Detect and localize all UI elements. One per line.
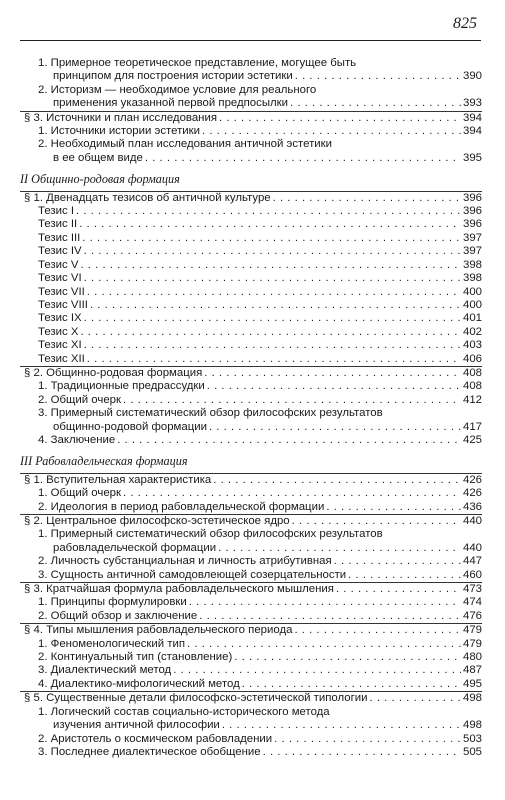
- entry-page: 425: [462, 433, 482, 446]
- toc-subsection-entry[interactable]: [20, 326, 482, 339]
- entry-title: 1. Принципы формулировки: [38, 596, 187, 609]
- toc-subsection-entry[interactable]: [20, 312, 482, 325]
- entry-title: 2. Общий очерк: [38, 393, 121, 406]
- entry-title: 2. Личность субстанциальная и личность атрибутивная: [38, 555, 332, 568]
- entry-page: 412: [462, 393, 482, 406]
- entry-title: § 4. Типы мышления рабовладельческого периода: [24, 624, 293, 637]
- toc-subsection-entry[interactable]: [20, 528, 482, 555]
- entry-page: 417: [462, 420, 482, 433]
- entry-title: 1. Феноменологический тип: [38, 637, 186, 650]
- leader-dots: [79, 218, 461, 231]
- leader-dots: [242, 678, 461, 691]
- toc-subsection-entry[interactable]: [20, 706, 482, 733]
- toc-section-entry[interactable]: [20, 515, 482, 528]
- toc-subsection-entry[interactable]: [20, 232, 482, 245]
- entry-page: 396: [462, 218, 482, 231]
- leader-dots: [292, 515, 461, 528]
- entry-title: § 2. Центральное философско-эстетическое ядро: [24, 515, 290, 527]
- entry-page: 498: [462, 719, 482, 732]
- entry-page: 426: [462, 487, 482, 500]
- toc-section-entry[interactable]: [20, 367, 482, 380]
- toc-subsection-entry[interactable]: [20, 664, 482, 677]
- entry-title: 1. Общий очерк: [38, 487, 121, 500]
- entry-title: 1. Примерное теоретическое представление, могущее быть: [38, 57, 357, 69]
- toc-section-entry[interactable]: [20, 474, 482, 487]
- entry-title: 4. Заключение: [38, 433, 116, 446]
- entry-title: 2. Необходимый план исследования античной эстетики: [38, 138, 332, 151]
- entry-title-continuation: общинно-родовой формации: [53, 420, 207, 433]
- toc-section-entry[interactable]: [20, 192, 482, 205]
- entry-page: 406: [462, 352, 482, 365]
- entry-title: Тезис XII: [38, 352, 85, 365]
- entry-title: 2. Историзм — необходимое условие для реального: [38, 83, 317, 96]
- leader-dots: [222, 719, 461, 732]
- entry-page: 402: [462, 325, 482, 338]
- toc-subsection-entry[interactable]: [20, 487, 482, 500]
- leader-dots: [263, 746, 461, 759]
- entry-title: 3. Последнее диалектическое обобщение: [38, 745, 261, 758]
- toc-subsection-entry[interactable]: [20, 678, 482, 691]
- toc-subsection-entry[interactable]: [20, 434, 482, 447]
- entry-title-continuation: изучения античной философии: [53, 719, 220, 732]
- leader-dots: [294, 624, 461, 637]
- entry-title: Тезис III: [38, 231, 81, 244]
- entry-page: 460: [462, 568, 482, 581]
- entry-page: 479: [462, 637, 482, 650]
- leader-dots: [207, 380, 461, 393]
- entry-page: 473: [462, 583, 482, 596]
- leader-dots: [87, 353, 461, 366]
- entry-page: 393: [462, 97, 482, 110]
- entry-page: 480: [462, 651, 482, 664]
- leader-dots: [274, 733, 461, 746]
- entry-page: 397: [462, 245, 482, 258]
- entry-page: 401: [462, 312, 482, 325]
- entry-page: 396: [462, 191, 482, 204]
- entry-page: 394: [462, 111, 482, 124]
- entry-title: 1. Традиционные предрассудки: [38, 380, 205, 393]
- leader-dots: [290, 97, 461, 110]
- entry-title: 1. Примерный систематический обзор философских результатов: [38, 528, 383, 541]
- leader-dots: [204, 367, 461, 380]
- toc-subsection-entry[interactable]: [20, 394, 482, 407]
- leader-dots: [173, 664, 461, 677]
- toc-subsection-entry[interactable]: [20, 339, 482, 352]
- leader-dots: [334, 555, 461, 568]
- page-number: 825: [453, 15, 477, 32]
- toc-subsection-entry[interactable]: [20, 407, 482, 434]
- entry-title: Тезис IX: [38, 312, 82, 325]
- entry-title-continuation: рабовладельческой формации: [53, 541, 217, 554]
- entry-page: 398: [462, 272, 482, 285]
- entry-page: 476: [462, 609, 482, 622]
- toc-subsection-entry[interactable]: [20, 286, 482, 299]
- leader-dots: [87, 286, 461, 299]
- entry-page: 394: [462, 125, 482, 138]
- entry-title: § 1. Двенадцать тезисов об античной культуре: [24, 191, 271, 204]
- entry-title: 2. Аристотель о космическом рабовладении: [38, 732, 273, 745]
- toc-subsection-entry[interactable]: [20, 651, 482, 664]
- entry-title: Тезис V: [38, 258, 79, 271]
- entry-title: Тезис X: [38, 325, 79, 338]
- toc-subsection-entry[interactable]: [20, 138, 482, 165]
- entry-page: 390: [462, 70, 482, 83]
- leader-dots: [189, 596, 461, 609]
- leader-dots: [370, 692, 461, 705]
- toc-subsection-entry[interactable]: [20, 299, 482, 312]
- entry-title: § 1. Вступительная характеристика: [24, 473, 212, 486]
- toc-subsection-entry[interactable]: [20, 610, 482, 623]
- toc-subsection-entry[interactable]: [20, 380, 482, 393]
- leader-dots: [209, 421, 461, 434]
- entry-title: 4. Диалектико-мифологический метод: [38, 677, 240, 690]
- entry-title: § 3. Источники и план исследования: [24, 111, 217, 124]
- leader-dots: [218, 542, 461, 555]
- entry-title: 3. Примерный систематический обзор философских результатов: [38, 407, 383, 420]
- leader-dots: [76, 205, 461, 218]
- toc-subsection-entry[interactable]: [20, 353, 482, 366]
- entry-page: 474: [462, 596, 482, 609]
- leader-dots: [295, 70, 461, 83]
- entry-title: 3. Сущность античной самодовлеющей созерцательности: [38, 568, 347, 581]
- entry-page: 395: [462, 151, 482, 164]
- entry-title: 1. Логический состав социально-исторического метода: [38, 705, 330, 718]
- entry-title: 2. Общий обзор и заключение: [38, 609, 198, 622]
- entry-page: 505: [462, 745, 482, 758]
- leader-dots: [336, 583, 461, 596]
- leader-dots: [84, 312, 461, 325]
- entry-page: 436: [462, 500, 482, 513]
- entry-page: 400: [462, 285, 482, 298]
- entry-title: Тезис II: [38, 218, 78, 231]
- entry-page: 440: [462, 515, 482, 527]
- toc-subsection-entry[interactable]: [20, 272, 482, 285]
- table-of-contents: [20, 57, 482, 759]
- entry-title: Тезис I: [38, 205, 75, 218]
- entry-page: 498: [462, 692, 482, 705]
- toc-subsection-entry[interactable]: [20, 501, 482, 514]
- leader-dots: [84, 245, 461, 258]
- leader-dots: [213, 474, 461, 487]
- leader-dots: [117, 434, 461, 447]
- section-heading: II Общинно-родовая формация: [20, 172, 180, 187]
- entry-title: Тезис VI: [38, 272, 82, 285]
- leader-dots: [348, 569, 461, 582]
- leader-dots: [145, 152, 461, 165]
- header-rule: [20, 40, 481, 41]
- entry-page: 408: [462, 380, 482, 393]
- toc-subsection-entry[interactable]: [20, 57, 482, 84]
- entry-page: 397: [462, 231, 482, 244]
- toc-subsection-entry[interactable]: [20, 218, 482, 231]
- entry-title: § 5. Существенные детали философско-эстетической типологии: [24, 692, 368, 705]
- toc-section-entry[interactable]: [20, 624, 482, 637]
- toc-subsection-entry[interactable]: [20, 596, 482, 609]
- entry-title: 3. Диалектический метод: [38, 664, 172, 677]
- leader-dots: [219, 112, 461, 125]
- entry-page: 400: [462, 298, 482, 311]
- leader-dots: [199, 610, 461, 623]
- entry-page: 396: [462, 205, 482, 218]
- toc-subsection-entry[interactable]: [20, 245, 482, 258]
- leader-dots: [84, 272, 461, 285]
- toc-subsection-entry[interactable]: [20, 638, 482, 651]
- entry-page: 487: [462, 664, 482, 677]
- entry-title: § 3. Кратчайшая формула рабовладельческого мышления: [24, 583, 334, 596]
- leader-dots: [326, 501, 461, 514]
- entry-page: 440: [462, 541, 482, 554]
- entry-title: 2. Идеология в период рабовладельческой формации: [38, 500, 325, 513]
- entry-page: 503: [462, 732, 482, 745]
- entry-title: 2. Континуальный тип (становление): [38, 651, 233, 664]
- leader-dots: [90, 299, 461, 312]
- entry-title: Тезис IV: [38, 245, 82, 258]
- leader-dots: [80, 259, 461, 272]
- toc-subsection-entry[interactable]: [20, 125, 482, 138]
- entry-title: Тезис VII: [38, 285, 85, 298]
- entry-title-continuation: применения указанной первой предпосылки: [53, 97, 289, 110]
- entry-page: 403: [462, 339, 482, 352]
- entry-title-continuation: принципом для построения истории эстетики: [53, 70, 293, 83]
- entry-page: 479: [462, 624, 482, 637]
- toc-subsection-entry[interactable]: [20, 205, 482, 218]
- leader-dots: [202, 125, 461, 138]
- leader-dots: [80, 326, 461, 339]
- entry-title: Тезис VIII: [38, 298, 88, 311]
- toc-subsection-entry[interactable]: [20, 733, 482, 746]
- leader-dots: [82, 232, 461, 245]
- leader-dots: [234, 651, 461, 664]
- leader-dots: [273, 192, 461, 205]
- toc-section-entry[interactable]: [20, 692, 482, 705]
- toc-subsection-entry[interactable]: [20, 84, 482, 111]
- leader-dots: [123, 487, 461, 500]
- entry-title: § 2. Общинно-родовая формация: [24, 366, 203, 379]
- entry-page: 426: [462, 473, 482, 486]
- entry-page: 495: [462, 677, 482, 690]
- leader-dots: [84, 339, 461, 352]
- toc-subsection-entry[interactable]: [20, 555, 482, 568]
- toc-section-entry[interactable]: [20, 112, 482, 125]
- entry-title: Тезис XI: [38, 339, 82, 352]
- entry-page: 408: [462, 366, 482, 379]
- section-heading: III Рабовладельческая формация: [20, 454, 188, 469]
- entry-page: 398: [462, 258, 482, 271]
- toc-subsection-entry[interactable]: [20, 569, 482, 582]
- entry-title: 1. Источники истории эстетики: [38, 125, 201, 138]
- leader-dots: [123, 394, 461, 407]
- toc-section-entry[interactable]: [20, 583, 482, 596]
- toc-subsection-entry[interactable]: [20, 259, 482, 272]
- toc-subsection-entry[interactable]: [20, 746, 482, 759]
- leader-dots: [187, 638, 461, 651]
- entry-title-continuation: в ее общем виде: [53, 151, 143, 164]
- entry-page: 447: [462, 555, 482, 568]
